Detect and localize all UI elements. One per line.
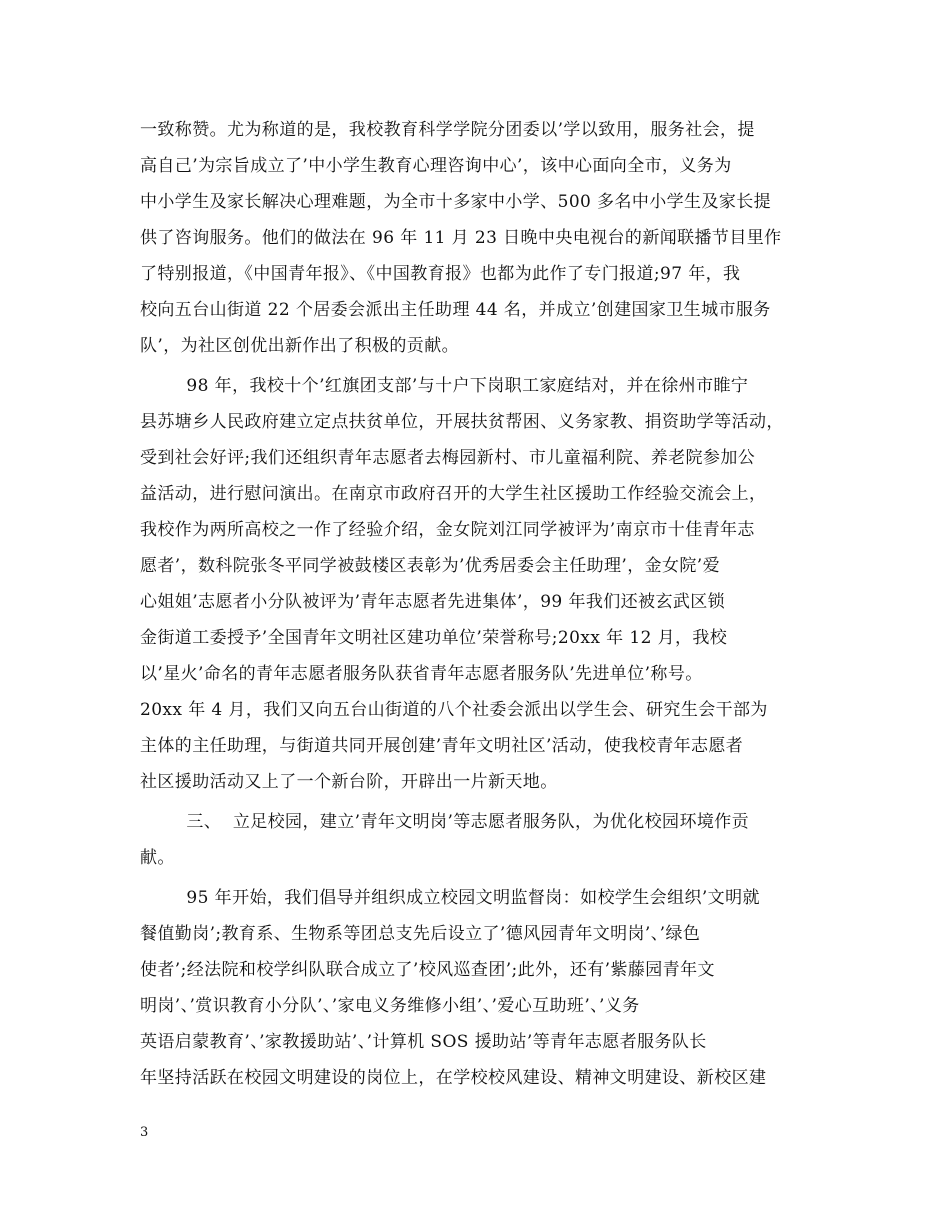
text-line: 社区援助活动又上了一个新台阶，开辟出一片新天地。: [140, 772, 558, 792]
text-line: 愿者’，数科院张冬平同学被鼓楼区表彰为’优秀居委会主任助理’，金女院’爱: [140, 556, 721, 576]
paragraph-1: [140, 112, 820, 364]
text-line: 供了咨询服务。他们的做法在 96 年 11 月 23 日晚中央电视台的新闻联播节目里作: [140, 228, 782, 248]
text-line: 使者’;经法院和校学纠队联合成立了’校风巡查团’;此外，还有’紫藤园青年文: [140, 960, 715, 980]
text-line: 高自己’为宗旨成立了’中小学生教育心理咨询中心’，该中心面向全市，义务为: [140, 156, 732, 176]
text-line: 队’，为社区创优出新作出了积极的贡献。: [140, 336, 460, 356]
text-line: 95 年开始，我们倡导并组织成立校园文明监督岗：如校学生会组织’文明就: [140, 888, 760, 908]
text-line: 益活动，进行慰问演出。在南京市政府召开的大学生社区援助工作经验交流会上，: [140, 484, 767, 504]
text-line: 明岗’、’赏识教育小分队’、’家电义务维修小组’、’爱心互助班’、’义务: [140, 996, 640, 1016]
text-line: 年坚持活跃在校园文明建设的岗位上，在学校校风建设、精神文明建设、新校区建: [140, 1068, 767, 1088]
text-line: 中小学生及家长解决心理难题，为全市十多家中小学、500 多名中小学生及家长提: [140, 192, 772, 212]
text-line: 英语启蒙教育’、’家教援助站’、’计算机 SOS 援助站’等青年志愿者服务队长: [140, 1032, 707, 1052]
body-text: [140, 112, 820, 1096]
text-line: 我校作为两所高校之一作了经验介绍，金女院刘江同学被评为’南京市十佳青年志: [140, 520, 755, 540]
paragraph-4: [140, 880, 820, 1096]
text-line: 三、 立足校园，建立’青年文明岗’等志愿者服务队，为优化校园环境作贡: [140, 812, 750, 832]
text-line: 献。: [140, 848, 175, 868]
text-line: 县苏塘乡人民政府建立定点扶贫单位，开展扶贫帮困、义务家教、捐资助学等活动，: [140, 412, 784, 432]
text-line: 一致称赞。尤为称道的是，我校教育科学学院分团委以’学以致用，服务社会，提: [140, 120, 755, 140]
text-line: 了特别报道，《中国青年报》、《中国教育报》也都为此作了专门报道;97 年，我: [140, 264, 741, 284]
text-line: 主体的主任助理，与街道共同开展创建’青年文明社区’活动，使我校青年志愿者: [140, 736, 744, 756]
page-number: 3: [140, 1125, 149, 1140]
text-line: 金街道工委授予’全国青年文明社区建功单位’荣誉称号;20xx 年 12 月，我校: [140, 628, 728, 648]
text-line: 心姐姐’志愿者小分队被评为’青年志愿者先进集体’，99 年我们还被玄武区锁: [140, 592, 726, 612]
text-line: 20xx 年 4 月，我们又向五台山街道的八个社委会派出以学生会、研究生会干部为: [140, 700, 768, 720]
text-line: 餐值勤岗’;教育系、生物系等团总支先后设立了’德风园青年文明岗’、’绿色: [140, 924, 701, 944]
paragraph-2: [140, 368, 820, 800]
text-line: 受到社会好评;我们还组织青年志愿者去梅园新村、市儿童福利院、养老院参加公: [140, 448, 756, 468]
text-line: 校向五台山街道 22 个居委会派出主任助理 44 名，并成立’创建国家卫生城市服务: [140, 300, 771, 320]
text-line: 98 年，我校十个’红旗团支部’与十户下岗职工家庭结对，并在徐州市睢宁: [140, 376, 749, 396]
text-line: 以’星火’命名的青年志愿者服务队获省青年志愿者服务队’先进单位’称号。: [140, 664, 703, 684]
paragraph-3: [140, 804, 820, 876]
